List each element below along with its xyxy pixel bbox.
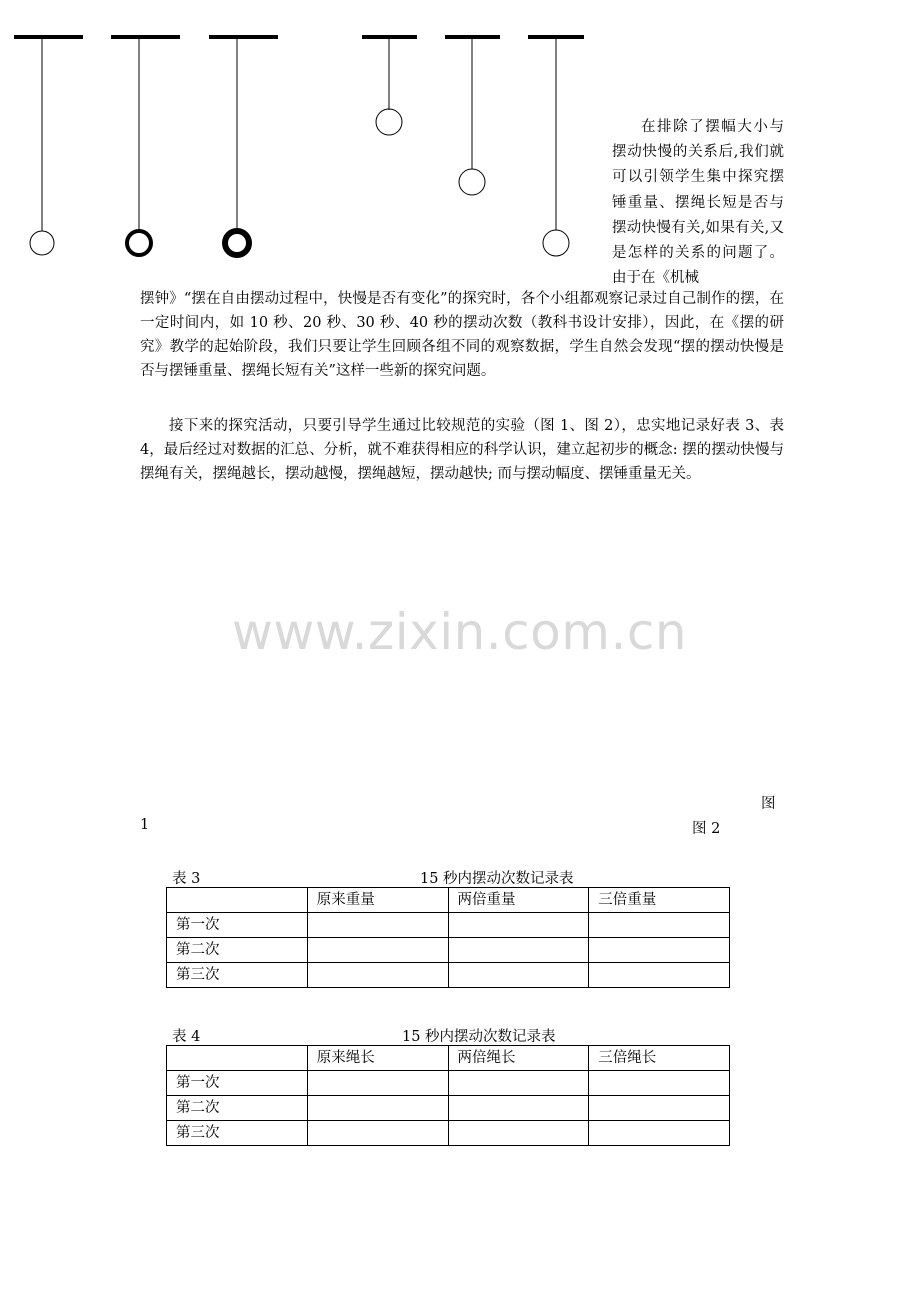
table-4-title: 15 秒内摆动次数记录表 <box>402 1029 556 1045</box>
data-cell <box>589 1071 730 1096</box>
figure-1-caption-part: 图 <box>761 796 776 812</box>
pendulum-medium <box>445 37 500 195</box>
data-cell <box>589 938 730 963</box>
data-cell <box>589 1096 730 1121</box>
header-cell: 两倍重量 <box>448 888 589 913</box>
table-row <box>167 963 730 988</box>
pendulum-long <box>528 37 584 256</box>
data-cell <box>589 963 730 988</box>
header-cell: 三倍绳长 <box>589 1046 730 1071</box>
data-cell <box>448 913 589 938</box>
watermark: www.zixin.com.cn <box>232 603 688 661</box>
data-cell <box>307 963 448 988</box>
table-4 <box>166 1045 730 1146</box>
data-cell <box>448 1071 589 1096</box>
table-3-title: 15 秒内摆动次数记录表 <box>420 871 574 887</box>
table-row <box>167 938 730 963</box>
data-cell <box>307 1096 448 1121</box>
data-cell <box>307 913 448 938</box>
header-cell: 原来重量 <box>307 888 448 913</box>
figure-2-caption: 图 2 <box>692 821 721 837</box>
table-4-label: 表 4 <box>172 1029 201 1045</box>
table-row <box>167 1121 730 1146</box>
row-label-cell: 第二次 <box>167 1096 308 1121</box>
data-cell <box>307 1121 448 1146</box>
table-row <box>167 1096 730 1121</box>
table-row <box>167 913 730 938</box>
data-cell <box>307 1071 448 1096</box>
data-cell <box>448 938 589 963</box>
pendulum-light <box>14 37 83 255</box>
data-cell <box>448 1096 589 1121</box>
header-cell: 原来绳长 <box>307 1046 448 1071</box>
data-cell <box>448 963 589 988</box>
data-cell <box>589 913 730 938</box>
header-cell <box>167 1046 308 1071</box>
row-label-cell: 第一次 <box>167 1071 308 1096</box>
header-cell: 三倍重量 <box>589 888 730 913</box>
row-label-cell: 第一次 <box>167 913 308 938</box>
header-cell <box>167 888 308 913</box>
data-cell <box>307 938 448 963</box>
table-header-row <box>167 1046 730 1071</box>
header-cell: 两倍绳长 <box>448 1046 589 1071</box>
table-header-row <box>167 888 730 913</box>
row-label-cell: 第三次 <box>167 1121 308 1146</box>
pendulum-triple-weight <box>209 37 278 255</box>
table-3-label: 表 3 <box>172 871 201 887</box>
pendulum-double-weight <box>111 37 180 255</box>
data-cell <box>589 1121 730 1146</box>
table-3 <box>166 887 730 988</box>
row-label-cell: 第三次 <box>167 963 308 988</box>
data-cell <box>448 1121 589 1146</box>
body-paragraph-1: 摆钟》“摆在自由摆动过程中，快慢是否有变化”的探究时，各个小组都观察记录过自己制作的摆，在一定时间内，如 10 秒、20 秒、30 秒、40 秒的摆动次数（教科书设计安排），因此，在《摆的研究》教学的起始阶段，我们只要让学生回顾各组不同的观察数据，学生自然会发现“摆的摆动快慢是否与摆锤重量、摆绳长短有关”这样一些新的探究问题。 <box>140 291 784 379</box>
table-row <box>167 1071 730 1096</box>
figure-1-caption-number: 1 <box>140 817 150 833</box>
row-label-cell: 第二次 <box>167 938 308 963</box>
body-paragraph-2: 接下来的探究活动，只要引导学生通过比较规范的实验（图 1、图 2），忠实地记录好表 3、表 4，最后经过对数据的汇总、分析，就不难获得相应的科学认识，建立起初步的概念: 摆的摆动快慢与摆绳有关，摆绳越长，摆动越慢，摆绳越短，摆动越快; 而与摆动幅度、摆锤重量无关。 <box>140 418 784 482</box>
intro-paragraph: 在排除了摆幅大小与摆动快慢的关系后,我们就可以引领学生集中探究摆锤重量、摆绳长短是否与摆动快慢有关,如果有关,又是怎样的关系的问题了。由于在《机械 <box>612 119 784 287</box>
pendulum-short <box>362 37 417 135</box>
